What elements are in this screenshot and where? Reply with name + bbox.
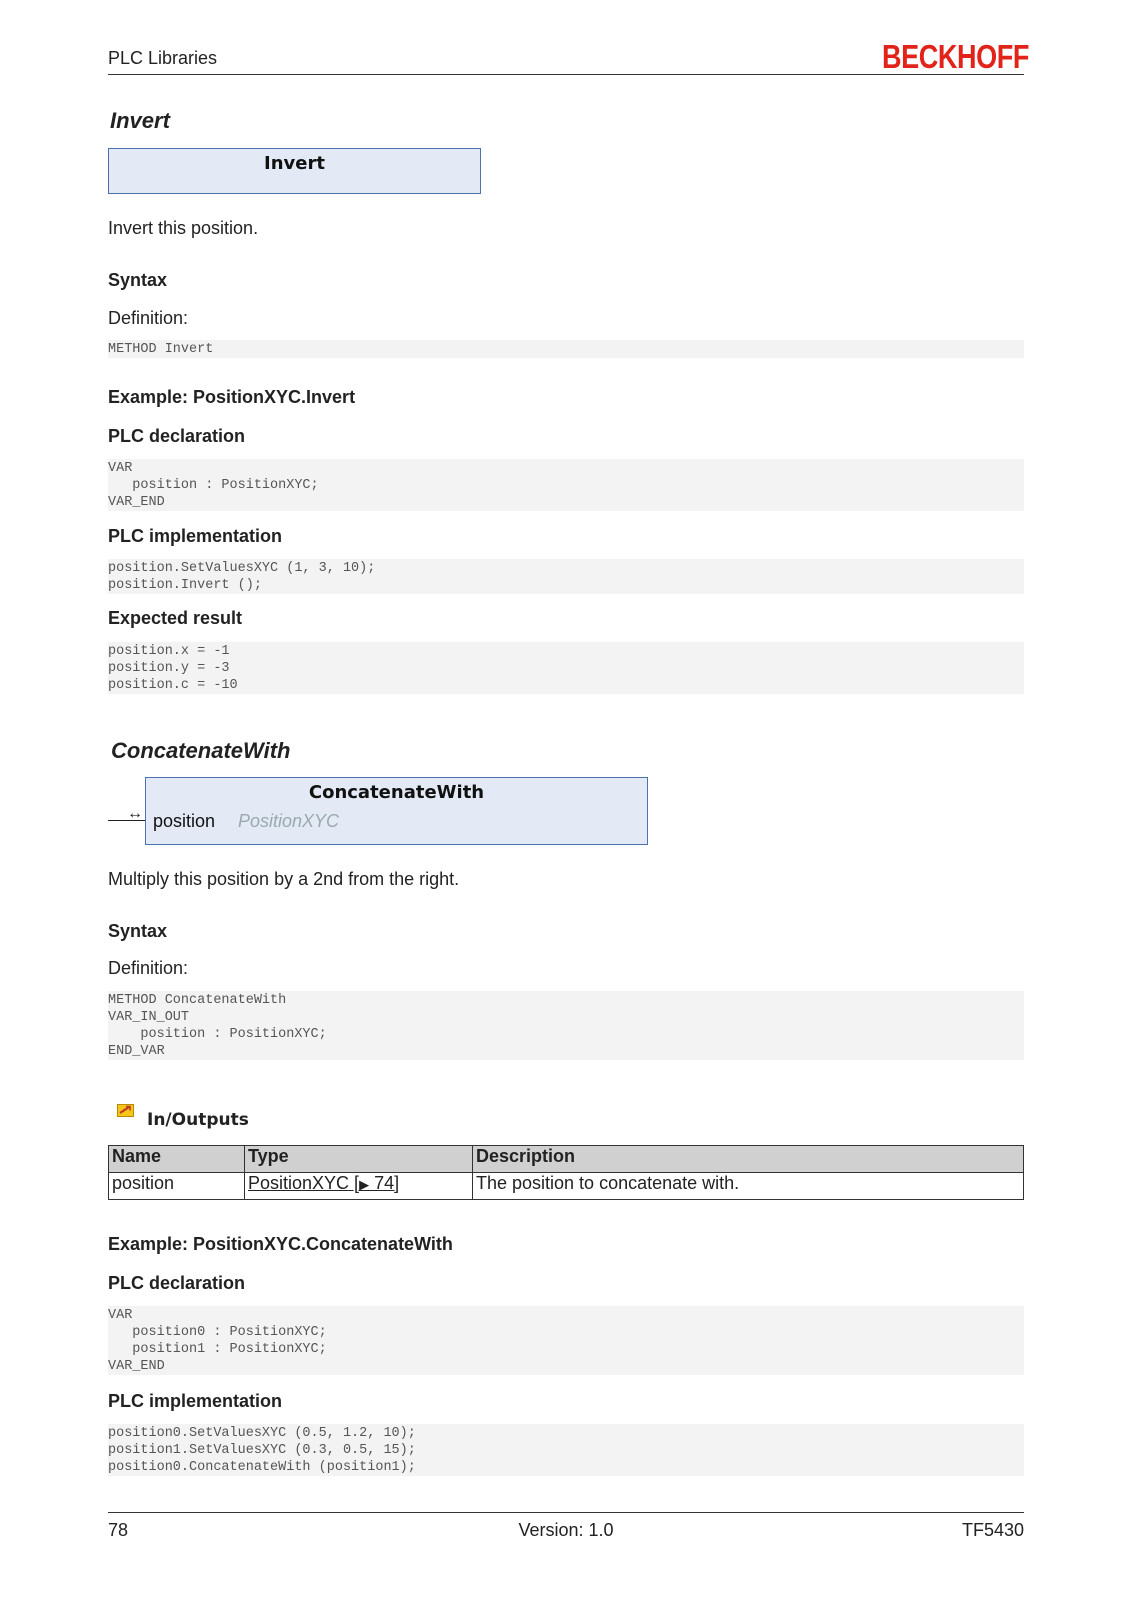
concatenate-description: Multiply this position by a 2nd from the right.: [108, 869, 460, 889]
concatenate-implementation-heading: PLC implementation: [108, 1391, 283, 1411]
page-number: 78: [108, 1520, 129, 1540]
beckhoff-logo: BECKHOFF: [882, 38, 1030, 75]
concatenate-block-title: ConcatenateWith: [308, 782, 485, 803]
footer-version: Version: 1.0: [518, 1520, 614, 1540]
footer-divider: [108, 1512, 1024, 1513]
concatenate-definition-code: METHOD ConcatenateWith VAR_IN_OUT position : PositionXYC; END_VAR: [108, 991, 1024, 1060]
invert-definition-code: METHOD Invert: [108, 340, 1024, 358]
concatenate-example-heading: Example: PositionXYC.ConcatenateWith: [108, 1234, 453, 1254]
concatenate-syntax-heading: Syntax: [108, 921, 168, 941]
invert-result-code: position.x = -1 position.y = -3 position.c = -10: [108, 642, 1024, 694]
cell-name: position: [109, 1173, 245, 1200]
header-title: PLC Libraries: [108, 48, 218, 68]
invert-result-heading: Expected result: [108, 608, 243, 628]
invert-heading: Invert: [110, 108, 170, 133]
invert-example-heading: Example: PositionXYC.Invert: [108, 387, 356, 407]
invert-declaration-code: VAR position : PositionXYC; VAR_END: [108, 459, 1024, 511]
concatenate-declaration-code: VAR position0 : PositionXYC; position1 : PositionXYC; VAR_END: [108, 1306, 1024, 1375]
invert-function-block: [108, 148, 481, 194]
pin-name: position: [153, 811, 216, 831]
invert-block-title: Invert: [264, 153, 325, 174]
invert-definition-label: Definition:: [108, 308, 189, 328]
concatenate-definition-label: Definition:: [108, 958, 189, 978]
table-row: [109, 1173, 1024, 1200]
inoutputs-heading: In/Outputs: [147, 1110, 249, 1130]
invert-syntax-heading: Syntax: [108, 270, 168, 290]
inoutputs-icon: [117, 1104, 134, 1117]
cell-type: [245, 1173, 473, 1200]
inoutputs-table: [108, 1145, 1024, 1200]
footer-product: TF5430: [961, 1520, 1024, 1540]
concatenate-function-block: [145, 777, 648, 845]
inout-arrow-icon: ↔: [127, 805, 143, 822]
cell-description: The position to concatenate with.: [473, 1173, 1024, 1200]
invert-implementation-heading: PLC implementation: [108, 526, 283, 546]
pin-type: PositionXYC: [238, 811, 340, 831]
invert-description: Invert this position.: [108, 218, 259, 238]
invert-implementation-code: position.SetValuesXYC (1, 3, 10); position.Invert ();: [108, 559, 1024, 594]
column-header-name: Name: [109, 1146, 245, 1173]
table-header-row: [109, 1146, 1024, 1173]
type-link[interactable]: PositionXYC [▶ 74]: [248, 1173, 400, 1193]
header-divider: [108, 74, 1024, 75]
concatenate-declaration-heading: PLC declaration: [108, 1273, 246, 1293]
column-header-description: Description: [473, 1146, 1024, 1173]
concatenate-implementation-code: position0.SetValuesXYC (0.5, 1.2, 10); position1.SetValuesXYC (0.3, 0.5, 15); position0.ConcatenateWith (position1);: [108, 1424, 1024, 1476]
concatenate-heading: ConcatenateWith: [111, 738, 291, 763]
invert-declaration-heading: PLC declaration: [108, 426, 246, 446]
column-header-type: Type: [245, 1146, 473, 1173]
page-ref-arrow-icon: ▶: [359, 1177, 370, 1192]
